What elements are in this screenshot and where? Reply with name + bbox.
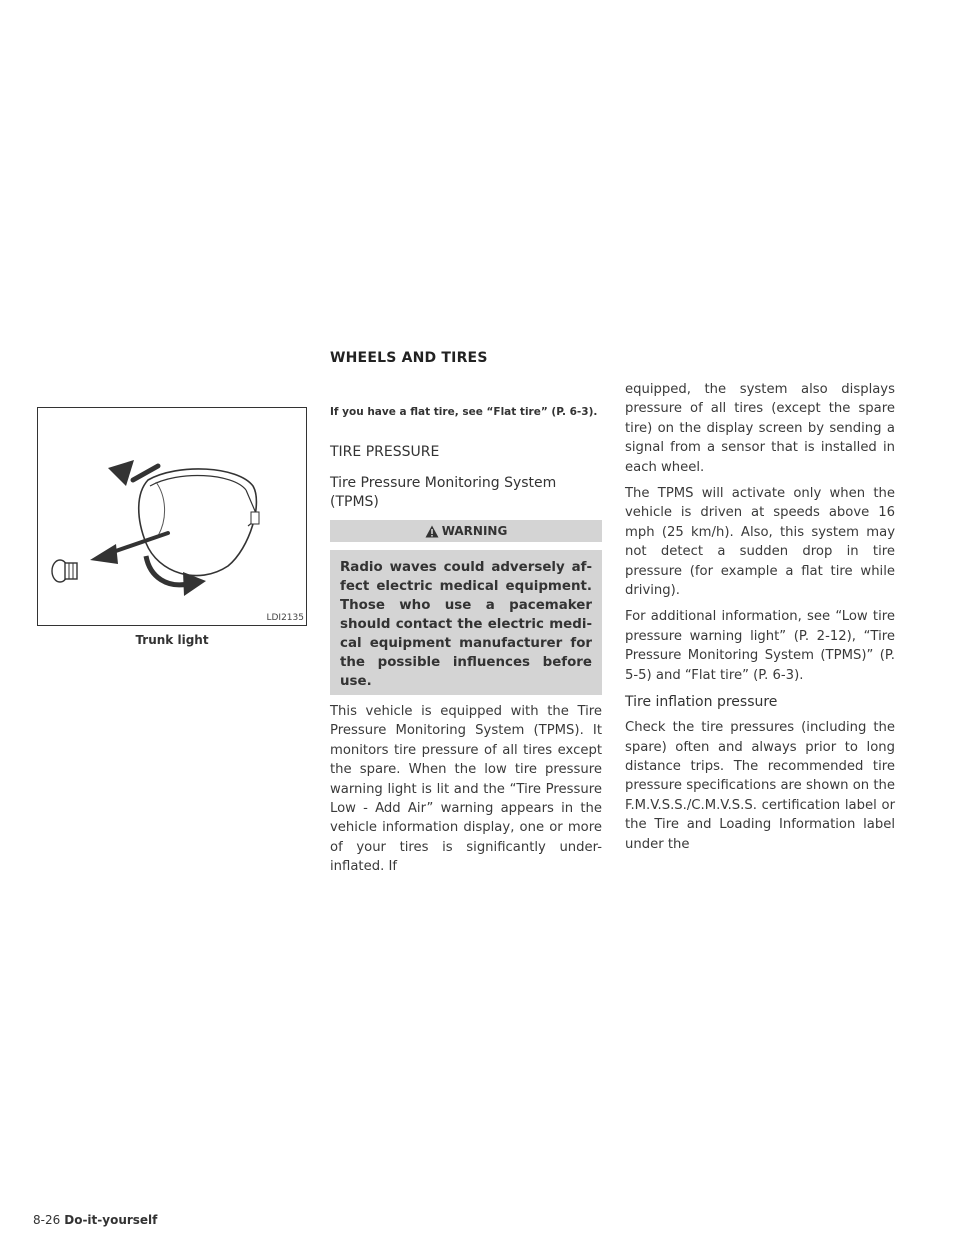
- page-footer: [33, 1213, 157, 1227]
- paragraph-activation: The TPMS will activate only when the vehicle is driven at speeds above 16 mph (25 km/h). Also, this system may not detect a sudden drop in tire pressure (for example a flat tire while driving).: [625, 486, 895, 599]
- warning-box: [330, 550, 602, 695]
- figure-caption: Trunk light: [135, 633, 209, 647]
- paragraph-inflation: Check the tire pressures (including the spare) often and always prior to long distance trips. The recommended tire pressure specifications are shown on the F.M.V.S.S./C.M.V.S.S. certification label or the Tire and Loading Information label under the: [625, 720, 895, 852]
- paragraph-text: This vehicle is equipped with the Tire Pressure Monitoring System (TPMS). It monitors tire pressure of all tires except the spare. When the low tire pressure warning light is lit and the “Tire Pressure Low - Add Air” warning appears in the vehicle information display, one or more of your tires is significantly under-inflated. If: [330, 704, 602, 875]
- right-column: [625, 380, 895, 861]
- heading-tpms: Tire Pressure Monitoring System (TPMS): [330, 475, 557, 510]
- warning-header: [330, 520, 602, 542]
- page-number: 8-26: [33, 1213, 61, 1227]
- trunk-light-illustration: [38, 408, 306, 625]
- paragraph-display: equipped, the system also displays pressure of all tires (except the spare tire) on the display screen by sending a signal from a sensor that is installed in each wheel.: [625, 382, 895, 475]
- section-title: WHEELS AND TIRES: [330, 350, 488, 366]
- warning-label: WARNING: [441, 524, 508, 538]
- bulb-shape: [52, 560, 77, 582]
- warning-text: Radio waves could adversely affect electric medical equipment. Those who use a pacemaker should contact the electric medical equipment manufacturer for the possible influences before use.: [340, 560, 592, 689]
- tpms-intro-paragraph: [330, 702, 602, 877]
- heading-tire-pressure: TIRE PRESSURE: [330, 444, 440, 460]
- trunk-light-figure: [37, 407, 307, 626]
- flat-tire-note: If you have a flat tire, see “Flat tire” (P. 6-3).: [330, 406, 598, 418]
- warning-triangle-icon: [425, 523, 439, 545]
- chapter-name: Do-it-yourself: [64, 1213, 158, 1227]
- paragraph-references: For additional information, see “Low tire pressure warning light” (P. 2-12), “Tire Pressure Monitoring System (TPMS)” (P. 5-5) and “Flat tire” (P. 6-3).: [625, 609, 895, 683]
- heading-tire-inflation: Tire inflation pressure: [625, 694, 778, 711]
- figure-code: LDI2135: [266, 613, 304, 623]
